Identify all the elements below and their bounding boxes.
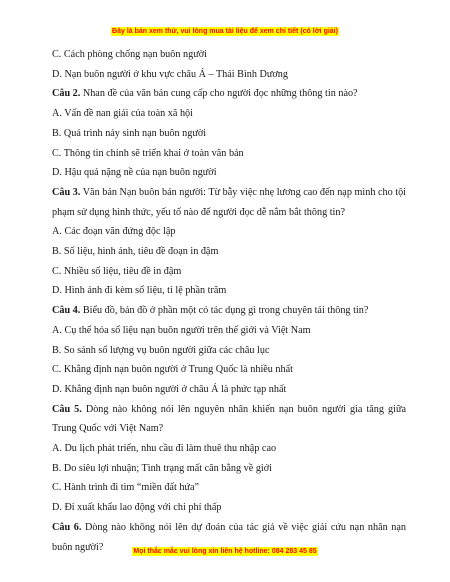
answer-option: C. Cách phòng chống nạn buôn người [52,49,207,60]
preview-notice-banner [0,27,450,36]
answer-option: A. Các đoạn văn đứng độc lập [52,226,176,238]
answer-option: C. Hành trình đi tìm “miền đất hứa” [52,482,199,494]
question-4: Câu 4. Biểu đồ, bản đồ ở phần một có tác dụng gì trong chuyên tải thông tin? [52,305,369,317]
answer-option: C. Khẳng định nạn buôn người ở Trung Quốc là nhiều nhất [52,364,293,376]
answer-option: B. So sánh số lượng vụ buôn người giữa các châu lục [52,344,270,356]
answer-option: A. Vấn đề nan giải của toàn xã hội [52,108,193,120]
question-2: Câu 2. Nhan đề của văn bản cung cấp cho người đọc những thông tin nào? [52,88,358,100]
answer-option: A. Cụ thể hóa số liệu nạn buôn người trên thế giới và Việt Nam [52,324,311,336]
question-3: Câu 3. Văn bản Nạn buôn bán người: Từ bẫy việc nhẹ lương cao đến nạp mình cho tội phạm sử dụng hình thức, yếu tố nào để người đọc dễ nắm bắt thông tin? [52,186,406,218]
preview-notice-text: Đây là bản xem thử, vui lòng mua tài liệu để xem chi tiết (có lời giải) [112,28,338,35]
question-5: Câu 5. Dòng nào không nói lên nguyên nhân khiến nạn buôn người gia tăng giữa Trung Quốc với Việt Nam? [52,403,406,435]
answer-option: B. Do siêu lợi nhuận; Tình trạng mất cân bằng về giới [52,462,272,474]
answer-option: A. Du lịch phát triển, nhu cầu đi làm thuê thu nhập cao [52,443,277,455]
answer-option: D. Đi xuất khẩu lao động với chi phí thấp [52,502,222,514]
answer-option: D. Khẳng định nạn buôn người ở châu Á là phức tạp nhất [52,383,287,395]
answer-option: C. Nhiều số liệu, tiêu đề in đậm [52,265,182,277]
answer-option: B. Quá trình nảy sinh nạn buôn người [52,127,207,139]
quiz-content [52,45,406,557]
answer-option: C. Thông tin chính sẽ triển khai ở toàn văn bản [52,147,244,159]
hotline-notice-banner [0,547,450,556]
answer-option: D. Nạn buôn người ở khu vực châu Á – Thái Bình Dương [52,68,288,80]
answer-option: D. Hậu quả nặng nề của nạn buôn người [52,167,217,179]
answer-option: B. Số liệu, hình ảnh, tiêu đề đoạn in đậm [52,246,219,258]
question-6: Câu 6. Dòng nào không nói lên dự đoán của tác giả về việc giải cứu nạn nhân nạn buôn người? [52,521,407,553]
answer-option: D. Hình ảnh đi kèm số liệu, tỉ lệ phần trăm [52,285,227,297]
hotline-notice-text: Mọi thắc mắc vui lòng xin liên hệ hotline: 084 283 45 85 [133,548,317,555]
